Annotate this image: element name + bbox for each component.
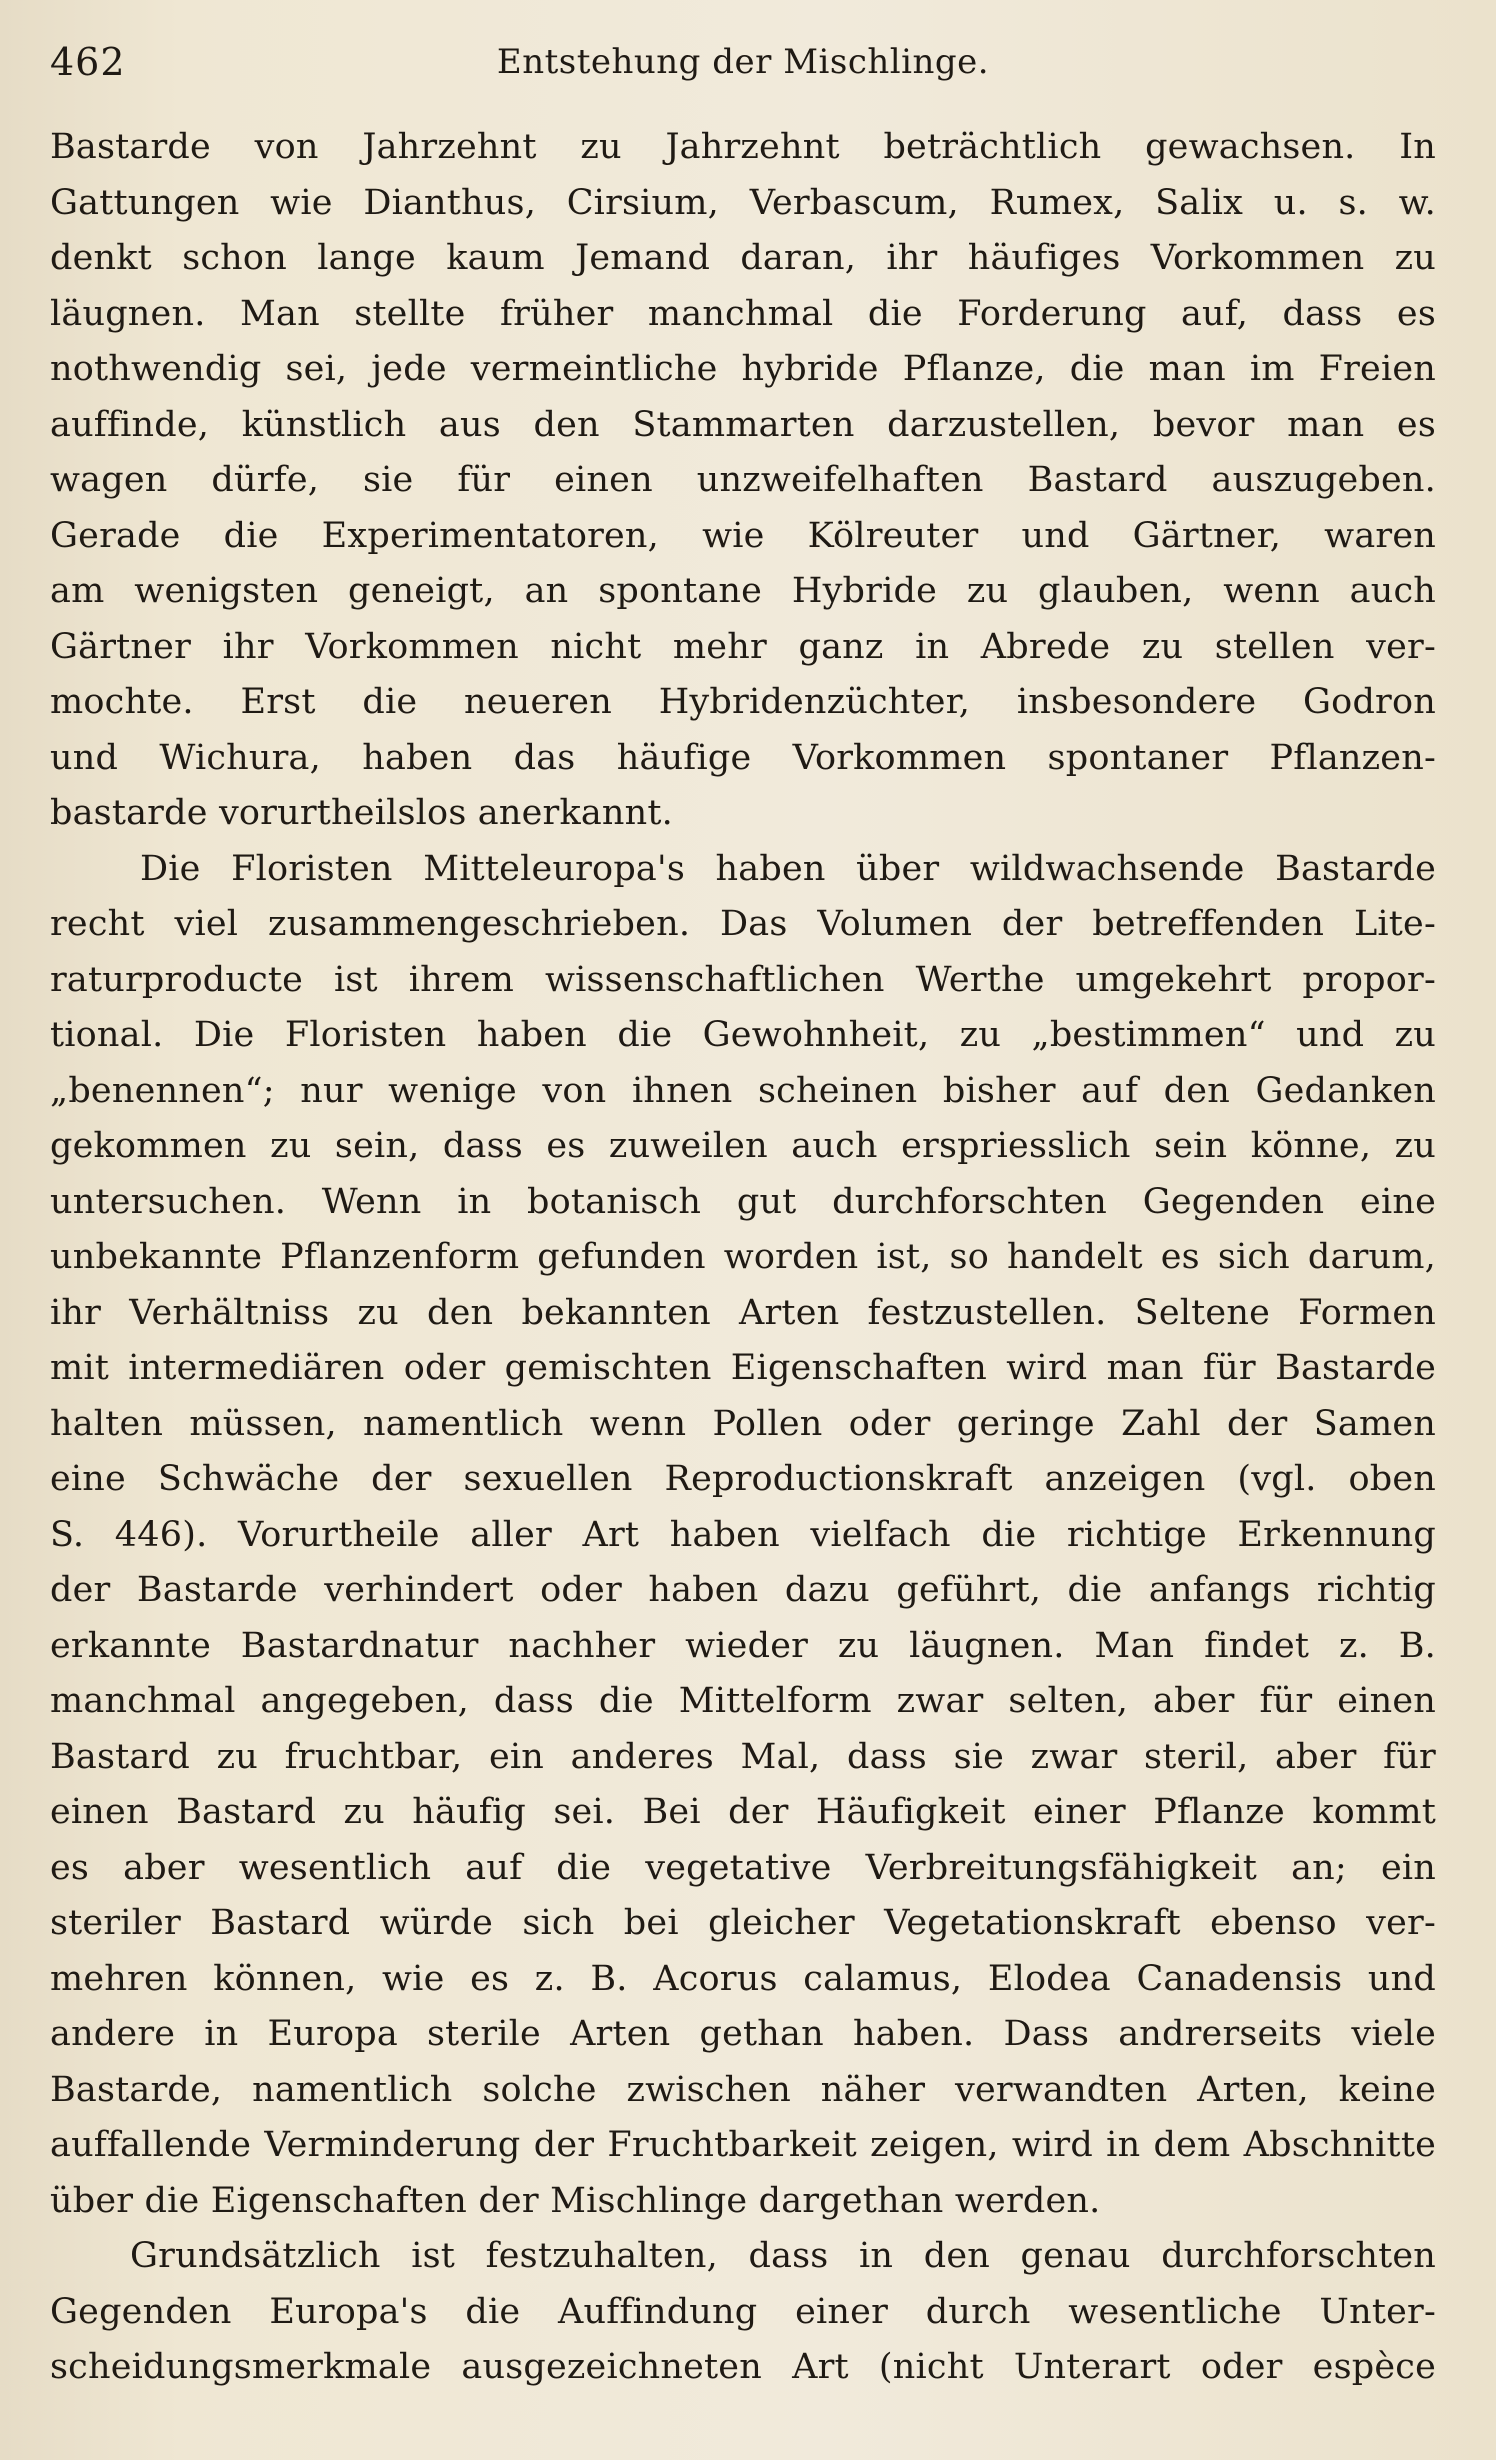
text-line: es aber wesentlich auf die vegetative Verbreitungsfähigkeit an; ein [50,1847,1436,1888]
text-line: mochte. Erst die neueren Hybridenzüchter, insbesondere Godron [50,682,1436,722]
text-line: raturproducte ist ihrem wissenschaftlichen Werthe umgekehrt propor- [50,959,1436,1000]
text-line: tional. Die Floristen haben die Gewohnheit, zu „bestimmen“ und zu [50,1015,1436,1055]
page-number: 462 [50,40,126,84]
text-line: Gerade die Experimentatoren, wie Kölreuter und Gärtner, waren [50,515,1436,556]
text-line: auffinde, künstlich aus den Stammarten darzustellen, bevor man es [50,404,1436,445]
text-line: S. 446). Vorurtheile aller Art haben vielfach die richtige Erkennung [50,1514,1436,1555]
text-line: untersuchen. Wenn in botanisch gut durchforschten Gegenden eine [50,1181,1436,1222]
text-line: unbekannte Pflanzenform gefunden worden ist, so handelt es sich darum, [50,1237,1436,1277]
text-line: steriler Bastard würde sich bei gleicher Vegetationskraft ebenso ver- [50,1903,1436,1943]
text-line: eine Schwäche der sexuellen Reproductionskraft anzeigen (vgl. oben [50,1459,1436,1499]
text-line: denkt schon lange kaum Jemand daran, ihr häufiges Vorkommen zu [50,238,1436,278]
text-line: am wenigsten geneigt, an spontane Hybride zu glauben, wenn auch [50,571,1436,611]
text-line: mehren können, wie es z. B. Acorus calamus, Elodea Canadensis und [50,1958,1436,1999]
text-line: erkannte Bastardnatur nachher wieder zu läugnen. Man findet z. B. [50,1625,1436,1666]
text-line: „benennen“; nur wenige von ihnen scheinen bisher auf den Gedanken [50,1070,1436,1111]
text-line: recht viel zusammengeschrieben. Das Volumen der betreffenden Lite- [50,904,1436,944]
text-line: nothwendig sei, jede vermeintliche hybride Pflanze, die man im Freien [50,349,1436,389]
text-line: einen Bastard zu häufig sei. Bei der Häufigkeit einer Pflanze kommt [50,1792,1436,1832]
text-line: Bastarde von Jahrzehnt zu Jahrzehnt beträchtlich gewachsen. In [50,127,1436,167]
text-line: scheidungsmerkmale ausgezeichneten Art (nicht Unterart oder espèce [50,2347,1436,2387]
text-line: Gattungen wie Dianthus, Cirsium, Verbascum, Rumex, Salix u. s. w. [50,182,1436,223]
text-line: läugnen. Man stellte früher manchmal die Forderung auf, dass es [50,293,1436,334]
text-line: Bastard zu fruchtbar, ein anderes Mal, dass sie zwar steril, aber für [50,1736,1436,1777]
text-line: der Bastarde verhindert oder haben dazu geführt, die anfangs richtig [50,1570,1436,1610]
text-line: über die Eigenschaften der Mischlinge dargethan werden. [50,2180,1101,2221]
body-text [50,120,1436,2396]
running-head: Entstehung der Mischlinge. [496,42,990,82]
text-line: ihr Verhältniss zu den bekannten Arten festzustellen. Seltene Formen [50,1292,1436,1333]
text-line: manchmal angegeben, dass die Mittelform zwar selten, aber für einen [50,1681,1436,1721]
text-line: Bastarde, namentlich solche zwischen näher verwandten Arten, keine [50,2069,1436,2110]
text-line: Gärtner ihr Vorkommen nicht mehr ganz in Abrede zu stellen ver- [50,626,1436,667]
text-line: gekommen zu sein, dass es zuweilen auch erspriesslich sein könne, zu [50,1126,1436,1166]
page-header [50,32,1436,92]
text-line: mit intermediären oder gemischten Eigenschaften wird man für Bastarde [50,1348,1436,1388]
text-line: Gegenden Europa's die Auffindung einer durch wesentliche Unter- [50,2291,1436,2332]
text-line: andere in Europa sterile Arten gethan haben. Dass andrerseits viele [50,2014,1436,2054]
text-line: und Wichura, haben das häufige Vorkommen spontaner Pflanzen- [50,737,1436,778]
paragraph-start-line: Grundsätzlich ist festzuhalten, dass in den genau durchforschten [130,2236,1436,2276]
paragraph-start-line: Die Floristen Mitteleuropa's haben über wildwachsende Bastarde [140,848,1436,889]
text-line: wagen dürfe, sie für einen unzweifelhaften Bastard auszugeben. [50,460,1436,500]
text-line: auffallende Verminderung der Fruchtbarkeit zeigen, wird in dem Abschnitte [50,2125,1436,2165]
text-line: bastarde vorurtheilslos anerkannt. [50,793,674,833]
text-line: halten müssen, namentlich wenn Pollen oder geringe Zahl der Samen [50,1403,1436,1444]
